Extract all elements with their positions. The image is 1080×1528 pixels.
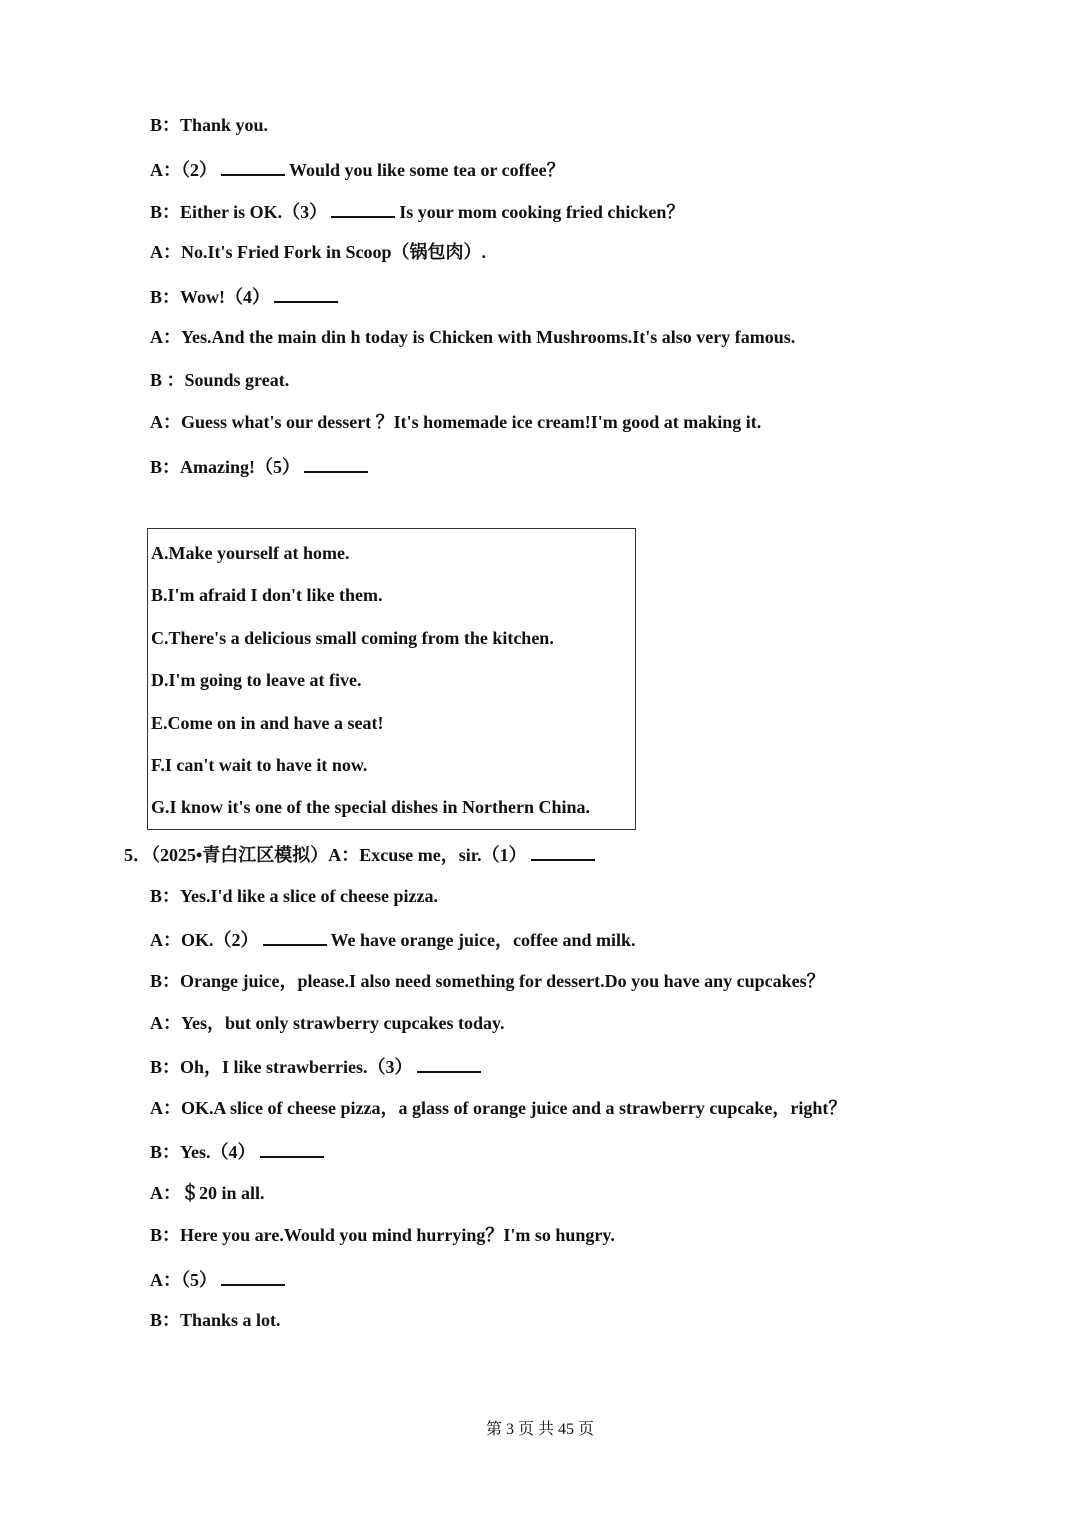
dialog-text: Would you like some tea or coffee？: [289, 160, 565, 180]
option-item: A.Make yourself at home.: [151, 543, 350, 563]
dialog-line: [150, 1011, 505, 1035]
options-box: [147, 528, 636, 830]
dialog-line: [150, 198, 684, 224]
dialog-text: We have orange juice，coffee and milk.: [330, 930, 636, 950]
dialog-text: A：（2）: [150, 160, 217, 180]
dialog-line: [150, 1266, 289, 1292]
dialog-text: B：Either is OK.（3）: [150, 202, 328, 222]
option-item: G.I know it's one of the special dishes in Northern China.: [151, 797, 591, 817]
dialog-line: [150, 368, 289, 392]
dialog-line: [150, 969, 825, 993]
dialog-text: A：Guess what's our dessert ？It's homemade ice cream!I'm good at making it.: [150, 412, 762, 432]
dialog-line: [150, 156, 565, 182]
answer-blank[interactable]: [531, 841, 595, 861]
answer-blank[interactable]: [221, 156, 285, 176]
dialog-text: B：Oh，I like strawberries.（3）: [150, 1057, 413, 1077]
option-item: F.I can't wait to have it now.: [151, 755, 368, 775]
dialog-text: B：Yes.I'd like a slice of cheese pizza.: [150, 886, 438, 906]
dialog-line: [150, 240, 486, 264]
dialog-line: [150, 1096, 846, 1120]
dialog-text: B：Thank you.: [150, 115, 269, 135]
dialog-text: Is your mom cooking fried chicken？: [399, 202, 685, 222]
answer-blank[interactable]: [331, 198, 395, 218]
option-item: B.I'm afraid I don't like them.: [151, 585, 383, 605]
dialog-text: B：Thanks a lot.: [150, 1310, 281, 1330]
question-text: 5．（2025•青白江区模拟）A：Excuse me，sir.（1）: [124, 845, 527, 865]
dialog-text: A：＄20 in all.: [150, 1183, 265, 1203]
answer-blank[interactable]: [260, 1138, 324, 1158]
answer-blank[interactable]: [417, 1053, 481, 1073]
option-item: D.I'm going to leave at five.: [151, 670, 362, 690]
dialog-line: [150, 283, 342, 309]
dialog-line: [150, 884, 438, 908]
option-item: C.There's a delicious small coming from the kitchen.: [151, 628, 554, 648]
dialog-line: [150, 1308, 281, 1332]
dialog-line: [150, 1223, 615, 1247]
answer-blank[interactable]: [221, 1266, 285, 1286]
answer-blank[interactable]: [274, 283, 338, 303]
dialog-text: A：OK.A slice of cheese pizza，a glass of orange juice and a strawberry cupcake，right？: [150, 1098, 847, 1118]
dialog-text: A：Yes，but only strawberry cupcakes today.: [150, 1013, 505, 1033]
dialog-line: [150, 1138, 328, 1164]
dialog-text: B ：Sounds great.: [150, 370, 290, 390]
dialog-line: [150, 113, 268, 137]
dialog-text: A：Yes.And the main din h today is Chicken with Mushrooms.It's also very famous.: [150, 327, 796, 347]
question-heading: [124, 841, 599, 867]
page-footer: 第 3 页 共 45 页: [485, 1421, 594, 1438]
dialog-line: [150, 410, 761, 434]
answer-blank[interactable]: [263, 926, 327, 946]
dialog-text: A：No.It's Fried Fork in Scoop（锅包肉）.: [150, 242, 487, 262]
dialog-line: [150, 1053, 485, 1079]
dialog-line: [150, 1181, 265, 1205]
dialog-text: B：Yes.（4）: [150, 1142, 256, 1162]
dialog-text: B：Amazing!（5）: [150, 457, 300, 477]
dialog-text: B：Orange juice，please.I also need something for dessert.Do you have any cupcakes？: [150, 971, 825, 991]
dialog-text: A：（5）: [150, 1270, 217, 1290]
option-item: E.Come on in and have a seat!: [151, 713, 384, 733]
dialog-text: B：Wow!（4）: [150, 287, 271, 307]
dialog-line: [150, 325, 795, 349]
dialog-text: B：Here you are.Would you mind hurrying？I'm so hungry.: [150, 1225, 615, 1245]
dialog-line: [150, 453, 372, 479]
dialog-line: [150, 926, 635, 952]
dialog-text: A：OK.（2）: [150, 930, 259, 950]
answer-blank[interactable]: [304, 453, 368, 473]
